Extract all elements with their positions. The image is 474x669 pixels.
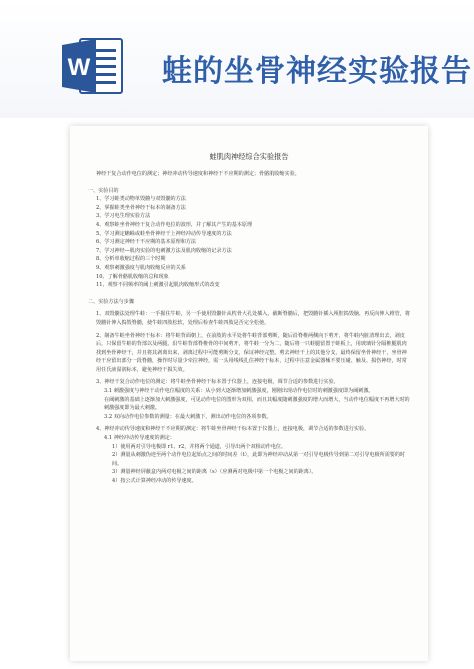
- section-heading: 一、实验目的: [88, 187, 119, 194]
- page-title: 蛙的坐骨神经实验报告: [162, 54, 472, 89]
- method-substep: 3.1 刺激强度与神经干动作电位幅度的关系：从小到大逐渐增加刺激强度，刚刚出现动作电位时的刺激强度即为阈刺激。: [104, 388, 374, 395]
- goal-item: 11、观察不同频率的阈上刺激引起肌肉收缩形式的改变: [96, 282, 220, 289]
- goal-item: 9、观察刺激强度与肌肉收缩反应的关系: [96, 264, 186, 271]
- goal-item: 2、掌握蛙类坐骨神经干标本的制备方法: [96, 204, 186, 211]
- section-heading: 二、实验方法与步骤: [88, 298, 134, 305]
- method-substep: 1）使用两对引导电极即 r1、r2，并将两个通道，引导出两个双相动作电位。: [112, 443, 287, 450]
- method-step: 4、神经冲动传导速度和神经干不应期的测定：将牛蛙坐骨神经干标本置于仪器上，连接电极，调节合适的参数进行实验。: [96, 426, 370, 433]
- method-substep: 4.1 神经冲动传导速度的测定：: [104, 435, 175, 442]
- method-substep: 3）测量神经屏蔽盒内两对电极之间的距离（s）（应测两对电极中第一个电极之间的距离）。: [112, 469, 317, 476]
- goal-item: 8、分析单收缩过程的三个时期: [96, 256, 166, 263]
- document-title: 蛙肌肉神经综合实验报告: [209, 152, 289, 161]
- goal-item: 6、学习测定神经干不应期的基本原理和方法: [96, 239, 197, 246]
- header-banner: [0, 0, 474, 118]
- word-document-icon: [62, 37, 124, 95]
- method-step: 1、双毁髓法处理牛蛙：一手握住牛蛙，另一手使用毁髓针从枕骨大孔处插入，截断脊髓后，把毁髓针插入颅腔捣毁脑，再反向伸入椎管，将毁髓针伸入捣毁脊髓，使牛蛙四肢松软，处理后检查牛蛙四肢是否完全松弛。: [96, 311, 410, 326]
- document-page: [70, 126, 428, 661]
- method-substep: 4）按公式计算神经冲动的传导速度。: [112, 478, 197, 484]
- goal-item: 7、学习神经—肌肉实验的电刺激方法及肌肉收缩的记录方法: [96, 247, 232, 254]
- word-logo-letter: W: [67, 54, 91, 81]
- method-step: 3、神经干复合动作电位的测定：将牛蛙坐骨神经干标本置于仪器上，连接电极，调节合适的参数进行实验。: [96, 379, 339, 386]
- goal-item: 1、学习蛙类动物单毁髓与双毁髓的方法: [96, 196, 186, 203]
- goal-item: 4、观察蛙坐骨神经干复合动作电位的波形，并了解其产生的基本原理: [96, 221, 253, 228]
- method-substep: 在阈刺激的基础上逐渐加大刺激强度，可见动作电位的图形为双相，而且其幅度随刺激强度的增大而增大，当动作电位幅度不再增大时的刺激强度即为最大刺激。: [104, 396, 410, 412]
- goal-item: 3、学习电生理实验方法: [96, 213, 151, 220]
- goal-item: 10、了解骨骼肌收缩的总和现象: [96, 273, 169, 280]
- document-subtitle: 神经干复合动作电位的测定；神经冲动传导速度和神经干不应期的测定；骨骼肌收缩实验。: [96, 171, 300, 177]
- method-substep: 3.2 双向动作电位参数的测量：在最大刺激下，测出动作电位的各项参数。: [104, 413, 272, 420]
- goal-item: 5、学习测定蟾蜍或蛙坐骨神经干上神经冲动传导速度的方法: [96, 230, 232, 237]
- method-substep: 2）测量从刺激伪迹至两个动作电位起始点之间的时间差（t），此即为神经冲动从第一对引导电极传导到第二对引导电极所需要的时间。: [112, 452, 406, 467]
- document-body: [88, 152, 410, 486]
- method-step: 2、制备牛蛙坐骨神经干标本：将牛蛙背面朝上，在前肢的水平处将牛蛙背部剪断，随后沿脊椎两侧向下剪开，将牛蛙内脏清理出去，剥皮后，只保留牛蛙的背部以及两腿。沿牛蛙背部脊椎骨的中间剪开，将牛蛙一分为二，随后将一只蛙腿留置于蛙板上，用玻璃针分隔椎腿肌肉找到坐骨神经干，并且将其剥离出来，剥离过程中可能剪断分支，保证神经完整。剪去神经干上的其他分支，最终保留坐骨神经干，坐骨神经干应留出部分一段脊髓，操作时尽量少牵拉神经，需一头用线线扎住神经干标本，过程中注意金属器械不要压碰、触及、损伤神经，时常用任氏液湿润标本，避免神经干损失效。: [96, 332, 407, 373]
